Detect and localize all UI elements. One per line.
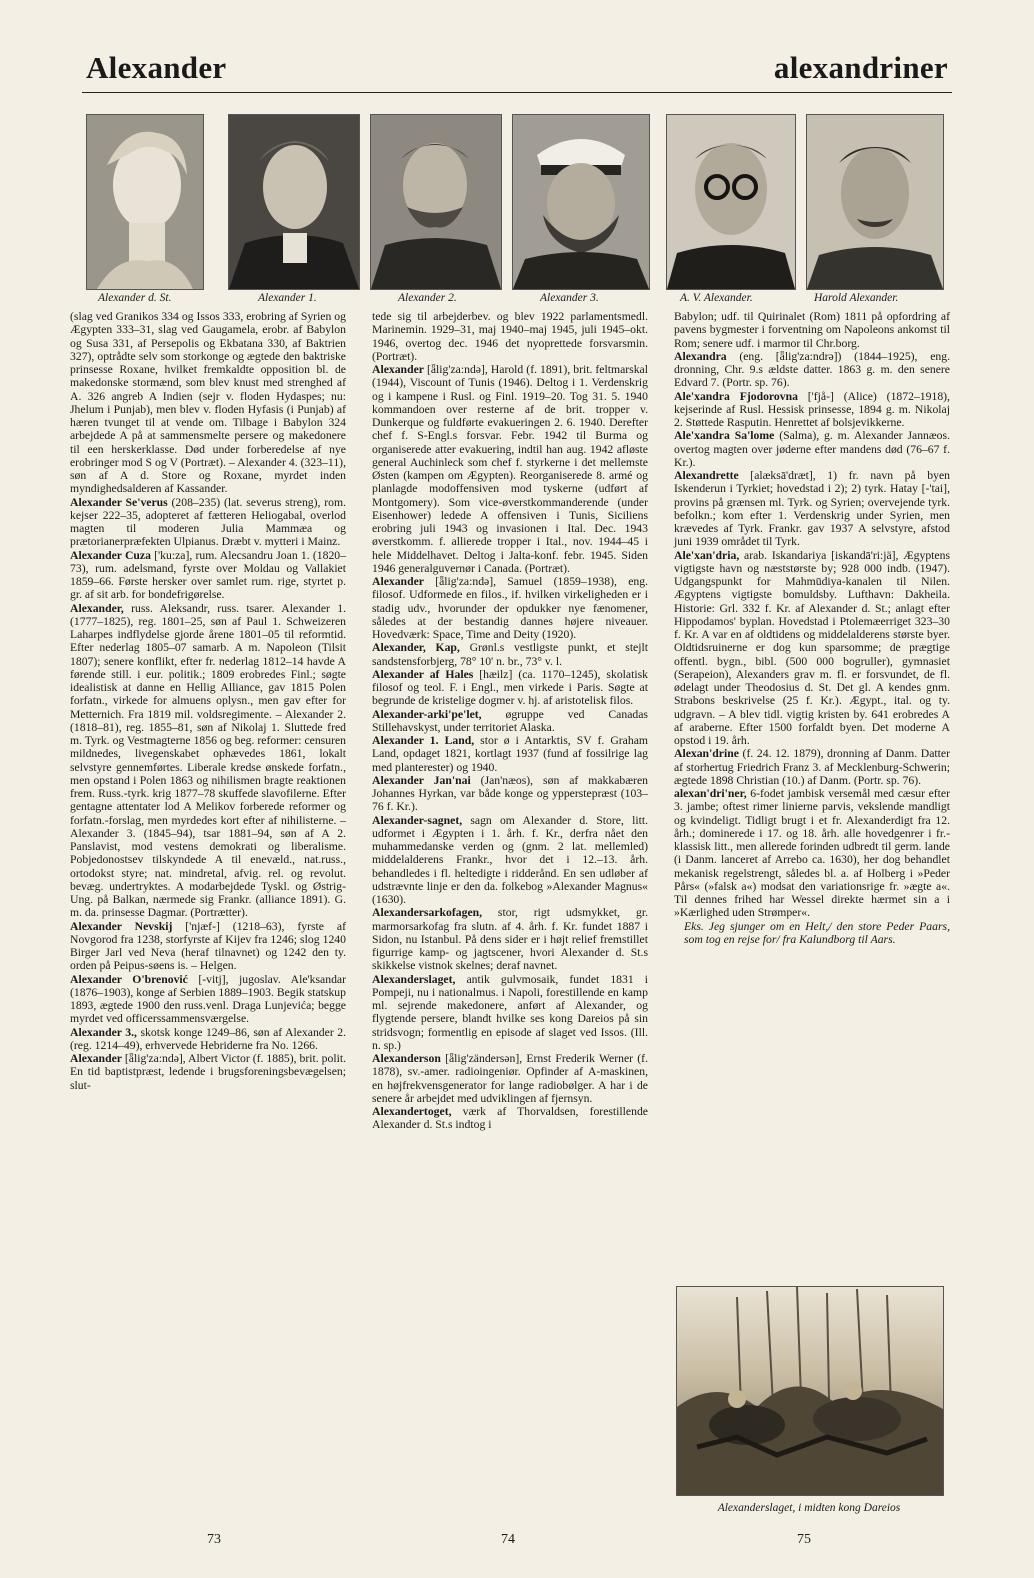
caption-alexander-the-great: Alexander d. St. xyxy=(98,292,172,304)
entry: Alexandrette [alæksā'dræt], 1) fr. navn på byen Iskenderun i Tyrkiet; hovedstad i 2); 2) tyrk. Hatay [-'tai], provins på grænsen ml. Tyrk. og Syrien; overvejende tyrk. befolkn.; kom efter 1. Verdenskrig under Syrien, men krævedes af Tyrk. Frankr. gav 1937 A selvstyre, afstod juni 1939 området til Tyrk. xyxy=(674,469,950,549)
column-3 xyxy=(674,310,950,946)
portrait-harold-alexander xyxy=(806,114,944,290)
header-right-word: alexandriner xyxy=(773,50,948,85)
page-number-74: 74 xyxy=(501,1532,515,1547)
entry: Ale'xan'dria, arab. Iskandariya [iskandā'ri:jä], Ægyptens vigtigste havn og næststørste by; 928 000 indb. (1947). Udgangspunkt for Mahmūdiya-kanalen til Nilen. Ægyptens vigtigste bomuldsby. Lufthavn: Dakheila. Historie: Grl. 332 f. Kr. af Alexander d. St.; anlagt efter Hippodamos' byplan. Hovedstad i Ptolemæerriget 323–30 f. Kr. A var en af oldtidens og middelalderens største byer. Oldtidsruinerne er dog kun sparsomme; de prægtige offentl. bygn., bibl. (500 000 bogruller), gymnasiet (Serapeion), Alexanders grav m. fl. er forsvundet, de fl. ødelagt under Theodosius d. St. Det gl. A kendes gnm. Strabons beskrivelse (25 f. Kr.). Ægypt., ital. og ty. udgravn. – A blev tidl. vigtig kristen by. 641 erobredes A af araberne. Efter 1500 forfaldt byen. Det moderne A opstod i 19. årh. xyxy=(674,548,950,747)
portrait-a-v-alexander xyxy=(666,114,796,290)
entry: Alexander Cuza ['ku:za], rum. Alecsandru Joan 1. (1820–73), rum. adelsmand, fyrste over Moldau og Vallakiet 1859–66. Første hersker over samlet rum. rige, styrtet p. gr. af sit arb. for bondefrigørelse. xyxy=(70,548,346,602)
column-2 xyxy=(372,310,648,1132)
entry: Alexander Jan'nai (Jan'næos), søn af makkabæren Johannes Hyrkan, var både konge og ypperstepræst (103–76 f. Kr.). xyxy=(372,773,648,814)
entry: Alexander, Kap, Grønl.s vestligste punkt, et stejlt sandstensforbjerg, 78° 10' n. br., 73° v. l. xyxy=(372,641,648,668)
entry: Alexander, russ. Aleksandr, russ. tsarer. Alexander 1. (1777–1825), reg. 1801–25, søn af Paul 1. Schweizeren Laharpes indflydelse gjorde årene 1801–05 til reformtid. Efter nederlag 1805–07 samarb. A m. Napoleon (Tilsit 1807); senere konflikt, efter fr. nederlag 1812–14 havde A førende still. i eur. politik.; 1809 erobredes Finl.; søgte idealistisk at danne en Hellig Alliance, gav 1815 Polen forfatn., virkede for almuens oplysn., men gav efter for Metternich. Fra 1819 mil. voldsregimente. – Alexander 2. (1818–81), reg. 1855–81, søn af Nikolaj 1. Sluttede fred m. Tyrk. og Vestmagterne 1856 og beg. reformer: censuren mildnedes, livegenskabet ophævedes 1861, lokalt selvstyre gennemførtes. Liberale kredse ønskede forfatn., men opstand i Polen 1863 og nihilismen bragte reaktionen frem. Russ.-tyrk. krig 1877–78 skuffede slavofilerne. Efter gentagne attentater lod A Melikov forberede reformer og forfatn.-forslag, men myrdedes kort efter af nihilisterne. – Alexander 3. (1845–94), tsar 1881–94, søn af A 2. Panslavist, mod vestens demokrati og liberalisme. Pobjedonostsev tilskyndede A til enevæld., nat.russ., ortodokst styre; nat. mindretal, afvig. rel. og revolut. bevæg. undertryktes. A modarbejdede Tyskl. og Østrig-Ung. på Balkan, nærmede sig Frankr. (alliance 1891). G. m. da. prinsesse Dagmar. (Portrætter). xyxy=(70,601,346,920)
caption-harold-alexander: Harold Alexander. xyxy=(814,292,899,304)
page-number-73: 73 xyxy=(207,1532,221,1547)
entry: Alexander O'brenović [-vitj], jugoslav. Ale'ksandar (1876–1903), konge af Serbien 1889–1903. Begik statskup 1893, ægtede 1900 den russ.venl. Draga Lunjevića; begge myrdet ved officerssammensværgelse. xyxy=(70,972,346,1026)
caption-alexander-2: Alexander 2. xyxy=(398,292,457,304)
portrait-alexander-1 xyxy=(228,114,360,290)
entry: alexan'dri'ner, 6-fodet jambisk versemål med cæsur efter 3. jambe; oftest rimer linierne parvis, vekslende mandligt og kvindeligt. Tidligt brugt i et fr. Alexanderdigt fra 12. årh.; dominerede i 17. og 18. årh. alle hovedgenrer i fr.-klassisk litt., men allerede forinden udbredt til germ. lande (i Danm. lanceret af Arrebo ca. 1630), her dog behandlet mekanisk regelstrengt, således bl. a. af Holberg i »Peder Pårs« (»falsk a«) modsat den variationsrige fr. »ægte a«. Til dennes frihed har Wessel direkte hærmet sin a i »Kærlighed uden Strømper«. xyxy=(674,787,950,920)
entry: Alexan'drine (f. 24. 12. 1879), dronning af Danm. Datter af storhertug Friedrich Franz 3. af Mecklenburg-Schwerin; ægtede 1898 Christian (10.) af Danm. (Portr. sp. 76). xyxy=(674,747,950,787)
portrait-alexander-2 xyxy=(370,114,502,290)
entry: Alexander Nevskij ['njæf-] (1218–63), fyrste af Novgorod fra 1238, storfyrste af Kijev fra 1246; slog 1240 Birger Jarl ved Neva (heraf tilnavnet) og 1242 den ty. orden på Peipus-søens is. – Helgen. xyxy=(70,919,346,973)
portrait-alexander-the-great xyxy=(86,114,204,290)
entry: Alexander af Hales [hæilz] (ca. 1170–1245), skolatisk filosof og teol. F. i Engl., men virkede i Paris. Søgte at begrunde de kristelige dogmer v. hj. af aristotelisk filos. xyxy=(372,667,648,708)
battle-mosaic-caption: Alexanderslaget, i midten kong Dareios xyxy=(717,1502,901,1514)
caption-alexander-3: Alexander 3. xyxy=(540,292,599,304)
entry: Babylon; udf. til Quirinalet (Rom) 1811 på opfordring af pavens bygmester i forventning om Napoleons ankomst til Rom; senere udf. i marmor til Chr.borg. xyxy=(674,310,950,350)
header-left-word: Alexander xyxy=(86,50,227,85)
portrait-alexander-3 xyxy=(512,114,650,290)
page-number-75: 75 xyxy=(797,1532,811,1547)
entry: Alexanderslaget, antik gulvmosaik, fundet 1831 i Pompeji, nu i nationalmus. i Napoli, forestillende en kamp ml. sejrende makedonere, anført af Alexander, og flygtende persere, blandt hvilke ses kong Dareios på sin stridsvogn; formentlig en episode af slaget ved Issos. (Ill. n. sp.) xyxy=(372,972,648,1052)
entry: Ale'xandra Fjodorovna ['fjå-] (Alice) (1872–1918), kejserinde af Rusl. Hessisk prinsesse, 1894 g. m. Nikolaj 2. Støttede Rasputin. Henrettet af bolsjevikkerne. xyxy=(674,389,950,429)
entry: Alexander 1. Land, stor ø i Antarktis, SV f. Graham Land, opdaget 1821, kortlagt 1937 (fund af fossilrige lag med planterester) og 1940. xyxy=(372,734,648,774)
poem-example: Eks. Jeg sjunger om en Helt,/ den store Peder Paars, som tog en rejse for/ fra Kalundborg til Aars. xyxy=(684,919,950,946)
column-1 xyxy=(70,310,346,1092)
entry: Alexander-arki'pe'let, øgruppe ved Canadas Stillehavskyst, under territoriet Alaska. xyxy=(372,707,648,734)
entry: Alexander Se'verus (208–235) (lat. severus streng), rom. kejser 222–35, adopteret af fætteren Heliogabal, overlod magten til moderen Julia Mammæa og prætorianerpræfekten Ulpianus. Dræbt v. mytteri i Mainz. xyxy=(70,495,346,549)
battle-mosaic-image xyxy=(676,1286,944,1496)
header-rule xyxy=(82,92,952,93)
entry: Alexander 3., skotsk konge 1249–86, søn af Alexander 2. (reg. 1214–49), erhvervede Hebriderne fra No. 1266. xyxy=(70,1025,347,1052)
caption-a-v-alexander: A. V. Alexander. xyxy=(680,292,753,304)
entry: tede sig til arbejderbev. og blev 1922 parlamentsmedl. Marinemin. 1929–31, maj 1940–maj 1945, juli 1945–okt. 1946, overtog dec. 1946 det nyoprettede forsvarsmin. (Portræt). xyxy=(372,310,648,363)
entry: Alexandra (eng. [ǟlig'za:ndrə]) (1844–1925), eng. dronning, Chr. 9.s ældste datter. 1863 g. m. den senere Edvard 7. (Portr. sp. 76). xyxy=(674,349,950,390)
entry: Alexander [ǟlig'za:ndə], Samuel (1859–1938), eng. filosof. Udformede en filos., if. hvilken virkeligheden er i stadig udv., hvorunder der opdukker nye fænomener, således at der bestandig dannes højere niveauer. Hovedværk: Space, Time and Deity (1920). xyxy=(372,575,648,641)
entry: Alexandersarkofagen, stor, rigt udsmykket, gr. marmorsarkofag fra slutn. af 4. årh. f. Kr. fundet 1887 i Sidon, nu Istanbul. På dens sider er i højt relief fremstillet figurrige kamp- og jagtscener, hvori Alexander d. St.s skikkelse vistnok skelnes; deraf navnet. xyxy=(372,906,648,973)
entry: Alexander [ǟlig'za:ndə], Albert Victor (f. 1885), brit. polit. En tid baptistpræst, ledende i brugsforeningsbevægelsen; slut- xyxy=(70,1052,346,1092)
entry: Alexander [ǟlig'za:ndə], Harold (f. 1891), brit. feltmarskal (1944), Viscount of Tunis (1946). Deltog i 1. Verdenskrig og i kampene i Rusl. og Finl. 1919–20. Tog 31. 5. 1940 kommandoen over resterne af de brit. tropper v. Dunkerque og fuldførte evakueringen 2. 6. 1940. Derefter chef f. S-Engl.s forsvar. Febr. 1942 til Burma og organiserede atter evakuering, indtil han aug. 1942 afløste general Auchinleck som chef f. styrkerne i det mellemste Østen (kampen om Ægypten). Reorganiserede 8. armé og planlagde modoffensiven mod tyskerne (udført af Montgomery). Som vice-øverstkommanderende (under Eisenhower) ledede A offensiven i Tunis, Siciliens erobring juli 1943 og invasionen i Ital. Dec. 1943 øverstkomm. f. allierede tropper i Ital., nov. 1944–45 i hele Middelhavet. Deltog i Jalta-konf. febr. 1945. Siden 1946 generalguvernør i Canada. (Portræt). xyxy=(372,363,648,575)
entry: (slag ved Granikos 334 og Issos 333, erobring af Syrien og Ægypten 333–31, slag ved Gaugamela, erobr. af Babylon og Susa 331, af Persepolis og Ekbatana 330, af Baktrien 327), optrådte selv som storkonge og ægtede den baktriske prinsesse Roxane, hvilket fremkaldte opposition bl. de makedonske stormænd, som blev knust med strenghed af A. 326 angreb A Indien (sejr v. floden Hydaspes; nu: Jhelum i Punjab), men blev v. floden Hyfasis (i Punjab) af hæren tvunget til at vende om. Tilbage i Babylon 324 arbejdede A på at sammensmelte persere og makedonere til een herskerklasse. Død under forberedelse af nye erobringer mod S og V (Portræt). – Alexander 4. (323–11), søn af A d. Store og Roxane, myrdet inden myndighedsalderen af Kassander. xyxy=(70,310,346,496)
entry: Alexanderson [ǟlig'zändersən], Ernst Frederik Werner (f. 1878), sv.-amer. radioingeniør. Opfinder af A-maskinen, en højfrekvensgenerator for lange radiobølger. A har i de senere år arbejdet med udviklingen af fjernsyn. xyxy=(372,1052,648,1105)
entry: Alexandertoget, værk af Thorvaldsen, forestillende Alexander d. St.s indtog i xyxy=(372,1105,648,1132)
entry: Ale'xandra Sa'lome (Salma), g. m. Alexander Jannæos. overtog magten over jøderne efter mandens død (76–67 f. Kr.). xyxy=(674,429,950,469)
entry: Alexander-sagnet, sagn om Alexander d. Store, litt. udformet i Ægypten i 1. årh. f. Kr., derfra nået den muhammedanske verden og (gnm. 2 lat. mellemled) middelalderens Frankr., hvor det i 12.–13. årh. behandledes i fl. heltedigte i ridderånd. En sen udløber af udstrævnte linje er den da. folkebog »Alexander Magnus« (1630). xyxy=(372,813,648,906)
caption-alexander-1: Alexander 1. xyxy=(258,292,317,304)
